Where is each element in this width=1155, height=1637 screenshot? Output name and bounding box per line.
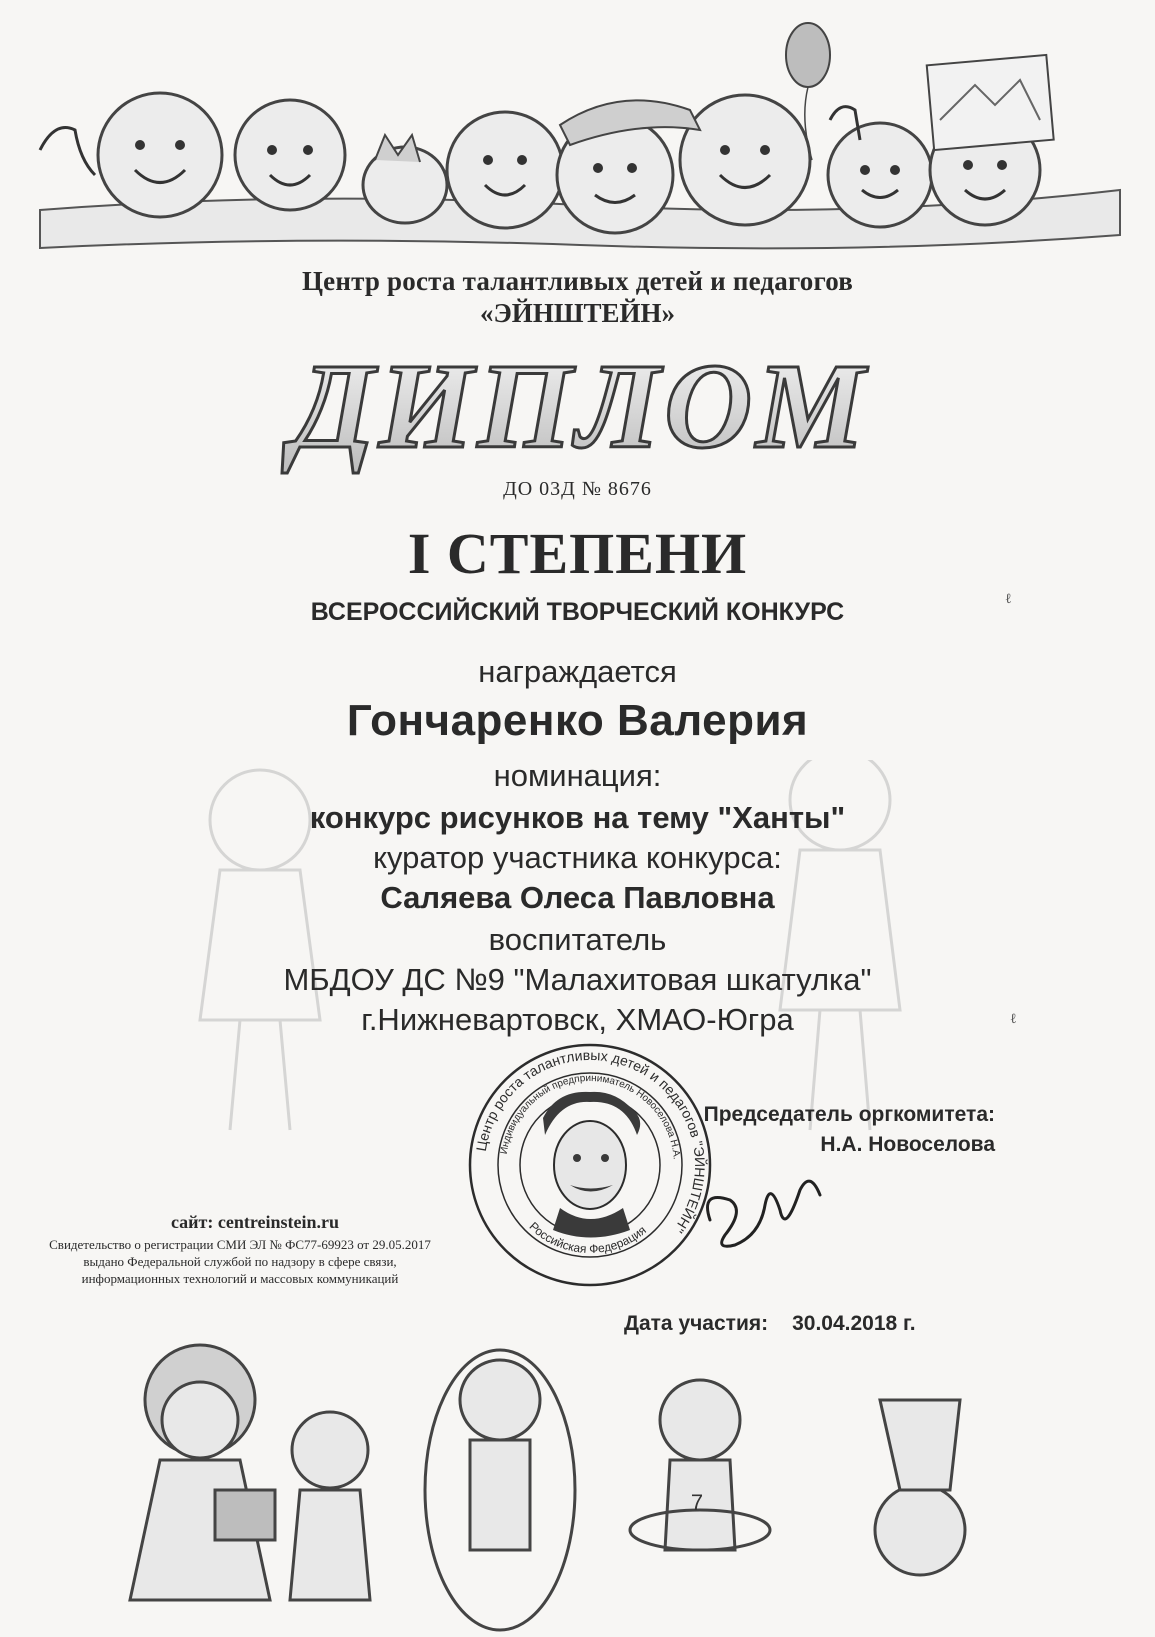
contest-name: ВСЕРОССИЙСКИЙ ТВОРЧЕСКИЙ КОНКУРС bbox=[310, 598, 845, 626]
website: сайт: centreinstein.ru bbox=[170, 1212, 340, 1232]
kids-header-illustration bbox=[0, 0, 1155, 260]
margin-mark: ℓ bbox=[1005, 592, 1012, 607]
curator-label: куратор участника конкурса: bbox=[373, 840, 782, 875]
chair-signature bbox=[690, 1150, 840, 1260]
organization-seal bbox=[465, 1040, 715, 1290]
seal-bottom-text: Российская Федерация bbox=[526, 1219, 649, 1257]
curator-position: воспитатель bbox=[488, 922, 667, 957]
date-value: 30.04.2018 г. bbox=[792, 1312, 916, 1335]
award-degree: I СТЕПЕНИ bbox=[407, 521, 748, 586]
document-number: ДО 03Д № 8676 bbox=[503, 478, 652, 500]
chair-label: Председатель оргкомитета: bbox=[703, 1103, 995, 1126]
margin-mark: ℓ bbox=[1010, 1012, 1017, 1027]
awarded-label: награждается bbox=[478, 654, 677, 689]
seal-inner-text: Индивидуальный предприниматель Новоселова Н.А. bbox=[498, 1072, 682, 1160]
diploma-title bbox=[230, 335, 930, 475]
diploma-title-text: ДИПЛОМ bbox=[291, 339, 869, 474]
curator-name: Саляева Олеса Павловна bbox=[380, 880, 775, 915]
kids-footer-illustration bbox=[0, 1340, 1155, 1637]
institution-name: МБДОУ ДС №9 "Малахитовая шкатулка" bbox=[283, 962, 872, 997]
recipient-name: Гончаренко Валерия bbox=[346, 696, 809, 745]
date-label: Дата участия: bbox=[624, 1312, 769, 1335]
city-region: г.Нижневартовск, ХМАО-Югра bbox=[361, 1002, 794, 1037]
nomination-label: номинация: bbox=[493, 758, 662, 793]
seal-outer-text: Центр роста талантливых детей и педагогов "ЭЙНШТЕЙН" bbox=[472, 1046, 709, 1237]
participation-date bbox=[624, 1312, 916, 1336]
svg-text:7: 7 bbox=[690, 1490, 704, 1515]
nomination-title: конкурс рисунков на тему "Ханты" bbox=[309, 800, 846, 835]
organization-brand: «ЭЙНШТЕЙН» bbox=[480, 298, 675, 328]
organization-name: Центр роста талантливых детей и педагогов bbox=[301, 266, 854, 296]
registration-note: Свидетельство о регистрации СМИ ЭЛ № ФС77-69923 от 29.05.2017 выдано Федеральной службой по надзору в сфере связи, информационных технологий и массовых коммуникаций bbox=[49, 1237, 431, 1286]
chair-name: Н.А. Новоселова bbox=[820, 1133, 995, 1156]
